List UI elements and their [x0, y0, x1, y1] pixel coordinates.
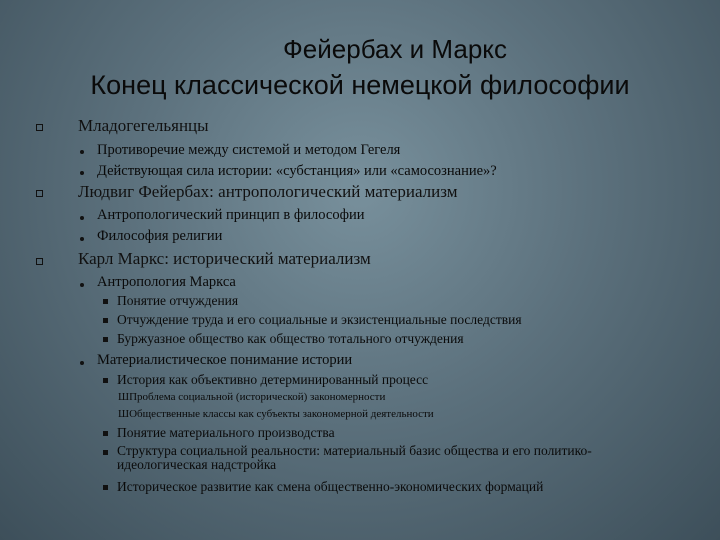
square-bullet-icon — [103, 431, 108, 436]
list-subitem: Отчуждение труда и его социальные и экзистенциальные последствия — [117, 312, 522, 327]
list-item: Материалистическое понимание истории — [97, 352, 353, 368]
list-item: Антропология Маркса — [97, 274, 236, 290]
list-item: Антропологический принцип в философии — [97, 207, 365, 223]
list-subitem: Историческое развитие как смена общественно-экономических формаций — [117, 479, 544, 494]
section-heading: Людвиг Фейербах: антропологический материализм — [78, 182, 458, 201]
checkbox-bullet-icon — [36, 258, 43, 265]
list-item: Действующая сила истории: «субстанция» или «самосознание»? — [97, 163, 497, 179]
square-bullet-icon — [103, 337, 108, 342]
bullet-icon — [80, 216, 84, 220]
square-bullet-icon — [103, 299, 108, 304]
bullet-icon — [80, 171, 84, 175]
list-subitem: Понятие материального производства — [117, 425, 335, 440]
list-subsubitem: ШПроблема социальной (исторической) закономерности — [118, 391, 386, 403]
list-subitem: Структура социальной реальности: материальный базис общества и его политико-идеологическая надстройка — [117, 443, 592, 472]
list-item: Противоречие между системой и методом Гегеля — [97, 142, 401, 158]
checkbox-bullet-icon — [36, 190, 43, 197]
section-heading: Младогегельянцы — [78, 116, 209, 135]
bullet-icon — [80, 361, 84, 365]
slide-title: Фейербах и Маркс — [283, 34, 507, 64]
slide-subtitle: Конец классической немецкой философии — [90, 70, 630, 100]
section-heading: Карл Маркс: исторический материализм — [78, 249, 371, 268]
checkbox-bullet-icon — [36, 124, 43, 131]
list-item: Философия религии — [97, 228, 223, 244]
square-bullet-icon — [103, 318, 108, 323]
list-subitem: Буржуазное общество как общество тотального отчуждения — [117, 331, 464, 346]
bullet-icon — [80, 150, 84, 154]
bullet-icon — [80, 237, 84, 241]
square-bullet-icon — [103, 485, 108, 490]
bullet-icon — [80, 283, 84, 287]
list-subitem: История как объективно детерминированный процесс — [117, 372, 429, 387]
square-bullet-icon — [103, 378, 108, 383]
list-subitem: Понятие отчуждения — [117, 293, 239, 308]
square-bullet-icon — [103, 450, 108, 455]
list-subsubitem: ШОбщественные классы как субъекты закономерной деятельности — [118, 408, 434, 420]
